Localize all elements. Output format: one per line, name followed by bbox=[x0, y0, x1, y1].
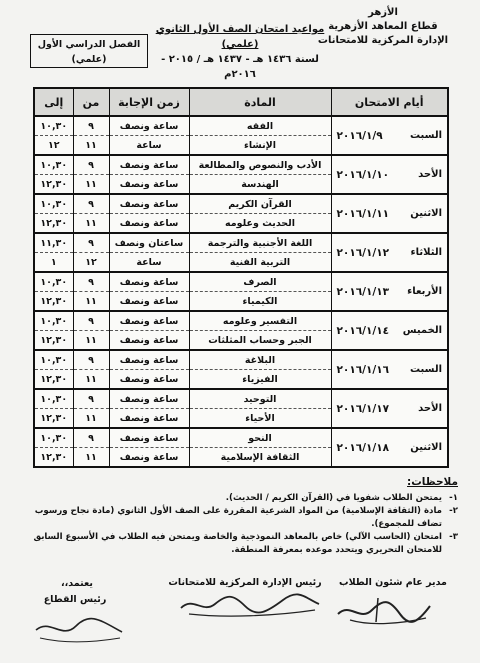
duration-cell: ساعة ونصف bbox=[109, 272, 189, 292]
note-number: ٣- bbox=[449, 532, 458, 542]
exam-date: ٢٠١٦/١/١٤ bbox=[336, 324, 390, 337]
from-time-cell: ٩ bbox=[73, 350, 109, 370]
duration-cell: ساعة ونصف bbox=[109, 389, 189, 409]
subject-cell: الفيزياء bbox=[189, 370, 331, 390]
exams-head-title: رئيس الإدارة المركزية للامتحانات bbox=[168, 577, 322, 588]
exam-date: ٢٠١٦/١/١١ bbox=[336, 207, 390, 220]
org-header bbox=[308, 6, 458, 48]
to-time-cell: ١٢,٣٠ bbox=[34, 409, 73, 429]
col-header-subject: المادة bbox=[189, 88, 331, 116]
subject-cell: التربية الفنية bbox=[189, 253, 331, 273]
duration-cell: ساعة ونصف bbox=[109, 350, 189, 370]
table-row bbox=[34, 116, 448, 136]
subject-cell: الهندسة bbox=[189, 175, 331, 195]
to-time-cell: ١٠,٣٠ bbox=[34, 116, 73, 136]
from-time-cell: ١١ bbox=[73, 331, 109, 351]
from-time-cell: ١١ bbox=[73, 214, 109, 234]
duration-cell: ساعة ونصف bbox=[109, 292, 189, 312]
exam-date: ٢٠١٦/١/١٧ bbox=[336, 402, 390, 415]
document-title-block bbox=[150, 22, 330, 82]
day-cell-content bbox=[332, 169, 448, 181]
duration-cell: ساعتان ونصف bbox=[109, 233, 189, 253]
sector-head-title: رئيس القطاع bbox=[43, 594, 107, 605]
day-cell-content bbox=[332, 208, 448, 220]
from-time-cell: ١١ bbox=[73, 136, 109, 156]
subject-cell: اللغة الأجنبية والترجمة bbox=[189, 233, 331, 253]
to-time-cell: ١٢,٣٠ bbox=[34, 370, 73, 390]
from-time-cell: ١١ bbox=[73, 409, 109, 429]
note-number: ١- bbox=[449, 493, 458, 503]
from-time-cell: ٩ bbox=[73, 311, 109, 331]
notes-section bbox=[22, 476, 458, 557]
day-cell bbox=[331, 233, 448, 272]
col-header-to: إلى bbox=[34, 88, 73, 116]
to-time-cell: ١٠,٣٠ bbox=[34, 194, 73, 214]
subject-cell: الأحياء bbox=[189, 409, 331, 429]
dept-name: الإدارة المركزية للامتحانات bbox=[317, 35, 449, 46]
day-name: الاثنين bbox=[410, 208, 442, 219]
term-box bbox=[30, 34, 148, 68]
day-cell-content bbox=[332, 130, 448, 142]
from-time-cell: ١١ bbox=[73, 292, 109, 312]
note-item bbox=[22, 531, 458, 557]
duration-cell: ساعة ونصف bbox=[109, 331, 189, 351]
subject-cell: الحديث وعلومه bbox=[189, 214, 331, 234]
day-cell bbox=[331, 155, 448, 194]
academic-year: لسنة ١٤٣٦ هـ - ١٤٣٧ هـ / ٢٠١٥ - ٢٠١٦م bbox=[161, 54, 319, 80]
subject-cell: القرآن الكريم bbox=[189, 194, 331, 214]
col-header-day: أيام الامتحان bbox=[331, 88, 448, 116]
subject-cell: الإنشاء bbox=[189, 136, 331, 156]
exam-date: ٢٠١٦/١/١٣ bbox=[336, 285, 390, 298]
table-body bbox=[34, 116, 448, 467]
table-row bbox=[34, 428, 448, 448]
to-time-cell: ١٠,٣٠ bbox=[34, 428, 73, 448]
exam-date: ٢٠١٦/١/١٨ bbox=[336, 441, 390, 454]
students-director-signature bbox=[330, 592, 440, 632]
day-name: الأربعاء bbox=[407, 286, 442, 297]
approval-label: يعتمد،، bbox=[61, 578, 93, 589]
duration-cell: ساعة ونصف bbox=[109, 428, 189, 448]
subject-cell: البلاغة bbox=[189, 350, 331, 370]
note-item bbox=[22, 505, 458, 531]
to-time-cell: ١٢,٣٠ bbox=[34, 214, 73, 234]
day-cell bbox=[331, 389, 448, 428]
note-number: ٢- bbox=[449, 506, 458, 516]
from-time-cell: ١١ bbox=[73, 448, 109, 468]
to-time-cell: ١٢,٣٠ bbox=[34, 448, 73, 468]
col-header-duration: زمن الإجابة bbox=[109, 88, 189, 116]
table-row bbox=[34, 272, 448, 292]
to-time-cell: ١٢,٣٠ bbox=[34, 175, 73, 195]
subject-cell: التوحيد bbox=[189, 389, 331, 409]
subject-cell: الصرف bbox=[189, 272, 331, 292]
from-time-cell: ٩ bbox=[73, 389, 109, 409]
subject-cell: النحو bbox=[189, 428, 331, 448]
day-name: الثلاثاء bbox=[410, 247, 442, 258]
col-header-from: من bbox=[73, 88, 109, 116]
table-row bbox=[34, 350, 448, 370]
table-row bbox=[34, 389, 448, 409]
term-label: الفصل الدراسي الأول bbox=[37, 39, 141, 50]
notes-list bbox=[22, 492, 458, 557]
to-time-cell: ١٠,٣٠ bbox=[34, 350, 73, 370]
exam-date: ٢٠١٦/١/١٦ bbox=[336, 363, 390, 376]
day-cell-content bbox=[332, 325, 448, 337]
day-name: الأحد bbox=[418, 169, 442, 180]
sector-name: قطاع المعاهد الأزهرية bbox=[328, 21, 438, 32]
day-name: الخميس bbox=[402, 325, 442, 336]
to-time-cell: ١٢ bbox=[34, 136, 73, 156]
day-cell bbox=[331, 428, 448, 467]
table-row bbox=[34, 155, 448, 175]
from-time-cell: ١١ bbox=[73, 370, 109, 390]
table-row bbox=[34, 194, 448, 214]
from-time-cell: ١٢ bbox=[73, 253, 109, 273]
note-text: مادة (الثقافة الإسلامية) من المواد الشرعية المقررة على الصف الأول الثانوي (مادة نجاح ورسوب تضاف للمجموع). bbox=[34, 506, 442, 529]
document-title: مواعيد امتحان الصف الأول الثانوي (علمي) bbox=[155, 24, 325, 50]
exam-date: ٢٠١٦/١/١٢ bbox=[336, 246, 390, 259]
duration-cell: ساعة bbox=[109, 136, 189, 156]
duration-cell: ساعة ونصف bbox=[109, 175, 189, 195]
subject-cell: التفسير وعلومه bbox=[189, 311, 331, 331]
from-time-cell: ٩ bbox=[73, 428, 109, 448]
track-label: (علمي) bbox=[71, 54, 107, 65]
org-name: الأزهر bbox=[368, 7, 398, 18]
day-name: الأحد bbox=[418, 403, 442, 414]
to-time-cell: ١٠,٣٠ bbox=[34, 311, 73, 331]
exam-date: ٢٠١٦/١/٩ bbox=[336, 129, 383, 142]
day-cell bbox=[331, 272, 448, 311]
day-name: الاثنين bbox=[410, 442, 442, 453]
from-time-cell: ٩ bbox=[73, 155, 109, 175]
duration-cell: ساعة ونصف bbox=[109, 214, 189, 234]
exams-head-signature bbox=[175, 588, 325, 622]
table-header-row bbox=[34, 88, 448, 116]
day-cell-content bbox=[332, 286, 448, 298]
to-time-cell: ١٢,٣٠ bbox=[34, 292, 73, 312]
note-text: يمتحن الطلاب شفويا في (القرآن الكريم / الحديث). bbox=[225, 493, 442, 503]
to-time-cell: ١٠,٣٠ bbox=[34, 272, 73, 292]
duration-cell: ساعة ونصف bbox=[109, 155, 189, 175]
to-time-cell: ١١,٣٠ bbox=[34, 233, 73, 253]
from-time-cell: ٩ bbox=[73, 194, 109, 214]
to-time-cell: ١٠,٣٠ bbox=[34, 155, 73, 175]
subject-cell: الفقه bbox=[189, 116, 331, 136]
duration-cell: ساعة bbox=[109, 253, 189, 273]
duration-cell: ساعة ونصف bbox=[109, 311, 189, 331]
to-time-cell: ١ bbox=[34, 253, 73, 273]
day-cell-content bbox=[332, 403, 448, 415]
duration-cell: ساعة ونصف bbox=[109, 448, 189, 468]
table-row bbox=[34, 233, 448, 253]
exam-date: ٢٠١٦/١/١٠ bbox=[336, 168, 390, 181]
duration-cell: ساعة ونصف bbox=[109, 370, 189, 390]
sector-head-signature bbox=[30, 612, 130, 648]
day-cell-content bbox=[332, 364, 448, 376]
exam-timetable bbox=[33, 87, 449, 468]
to-time-cell: ١٢,٣٠ bbox=[34, 331, 73, 351]
from-time-cell: ٩ bbox=[73, 233, 109, 253]
note-text: امتحان (الحاسب الآلي) خاص بالمعاهد النموذجية والخاصة ويمتحن فيه الطلاب في الأسبوع السابق للامتحان التحريري ويتحدد موعده بمعرفة المنطقة. bbox=[33, 532, 442, 555]
note-item bbox=[22, 492, 458, 505]
duration-cell: ساعة ونصف bbox=[109, 409, 189, 429]
subject-cell: الكيمياء bbox=[189, 292, 331, 312]
day-name: السبت bbox=[409, 130, 442, 141]
from-time-cell: ٩ bbox=[73, 272, 109, 292]
day-cell bbox=[331, 194, 448, 233]
to-time-cell: ١٠,٣٠ bbox=[34, 389, 73, 409]
day-cell bbox=[331, 350, 448, 389]
day-cell bbox=[331, 311, 448, 350]
subject-cell: الأدب والنصوص والمطالعة bbox=[189, 155, 331, 175]
day-cell-content bbox=[332, 442, 448, 454]
duration-cell: ساعة ونصف bbox=[109, 116, 189, 136]
day-cell-content bbox=[332, 247, 448, 259]
day-name: السبت bbox=[409, 364, 442, 375]
subject-cell: الجبر وحساب المثلثات bbox=[189, 331, 331, 351]
students-director-title: مدير عام شئون الطلاب bbox=[339, 577, 447, 588]
subject-cell: الثقافة الإسلامية bbox=[189, 448, 331, 468]
duration-cell: ساعة ونصف bbox=[109, 194, 189, 214]
notes-heading: ملاحظات: bbox=[407, 476, 458, 488]
from-time-cell: ١١ bbox=[73, 175, 109, 195]
from-time-cell: ٩ bbox=[73, 116, 109, 136]
day-cell bbox=[331, 116, 448, 155]
table-row bbox=[34, 311, 448, 331]
